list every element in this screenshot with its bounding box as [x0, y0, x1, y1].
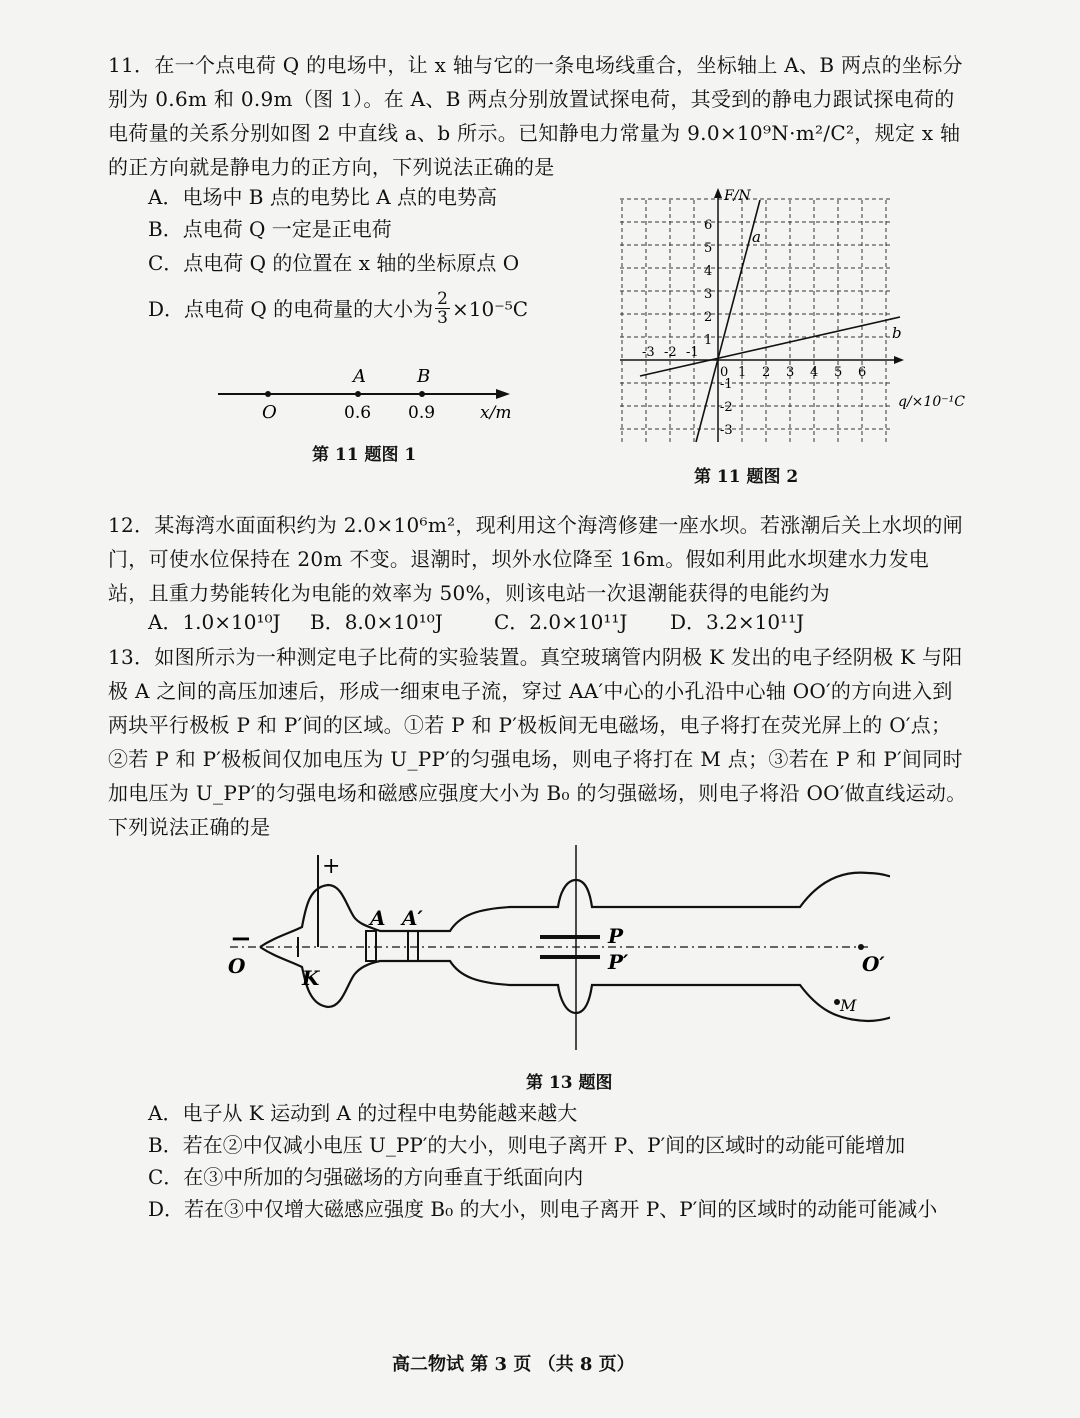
q13-option-b: B．若在②中仅减小电压 U_PP′的大小，则电子离开 P、P′间的区域时的动能可能增加: [148, 1133, 906, 1157]
q11-option-d-suffix: ×10⁻⁵C: [451, 296, 529, 321]
y-tick-4: 4: [704, 264, 713, 279]
q11-option-c: C．点电荷 Q 的位置在 x 轴的坐标原点 O: [148, 251, 520, 275]
point-a: [355, 391, 361, 397]
q13-stem: 13．如图所示为一种测定电子比荷的实验装置。真空玻璃管内阴极 K 发出的电子经阴极 K 与阳极 A 之间的高压加速后，形成一细束电子流，穿过 AA′中心的小孔沿中心轴 OO′的方向进入到两块平行极板 P 和 P′间的区域。①若 P 和 P′极板间无电磁场，电子将打在荧光屏上的 O′点；②若 P 和 P′极板间仅加电压为 U_PP′的匀强电场，则电子将打在 M 点；③若在 P 和 P′间同时加电压为 U_PP′的匀强电场和磁感应强度大小为 B₀ 的匀强磁场，则电子将沿 OO′做直线运动。下列说法正确的是: [108, 645, 967, 839]
line-a-label: a: [752, 228, 761, 246]
label-o-prime: O′: [862, 952, 885, 976]
line-b-label: b: [892, 324, 902, 342]
q11-option-d-prefix: D．点电荷 Q 的电荷量的大小为: [148, 296, 434, 321]
q13-option-d: D．若在③中仅增大磁感应强度 B₀ 的大小，则电子离开 P、P′间的区域时的动能可能减小: [148, 1197, 938, 1221]
q11-option-d-fraction: [435, 290, 450, 327]
f-axis-arrow: [714, 188, 722, 198]
label-o: O: [262, 402, 277, 423]
x-tick-4: 4: [810, 365, 819, 380]
q-axis-label: q/×10⁻¹C: [898, 394, 965, 410]
label-a: A: [370, 906, 386, 930]
minus-sign: −: [230, 924, 252, 954]
label-a: A: [353, 366, 366, 387]
q12-options: [148, 606, 804, 635]
q11-figure-1: [210, 360, 540, 430]
q-axis-arrow: [894, 356, 904, 364]
point-o-prime: [858, 944, 864, 950]
q11-figure-2: [600, 180, 970, 450]
label-m: M: [840, 996, 857, 1015]
y-tick-2: 2: [704, 310, 713, 325]
y-tick-6: 6: [704, 218, 713, 233]
q12-option-a: A．1.0×10¹⁰J: [148, 610, 281, 634]
q13-figure-caption: 第 13 题图: [526, 1073, 613, 1093]
y-tick-neg3: -3: [720, 423, 733, 438]
point-b: [419, 391, 425, 397]
x-axis-arrow: [496, 389, 510, 399]
y-tick-1: 1: [704, 333, 713, 348]
q11-option-a: A．电场中 B 点的电势比 A 点的电势高: [148, 185, 498, 209]
q11-stem: 11．在一个点电荷 Q 的电场中，让 x 轴与它的一条电场线重合，坐标轴上 A、B 两点的坐标分别为 0.6m 和 0.9m（图 1）。在 A、B 两点分别放置试探电荷，其受到的静电力跟试探电荷的电荷量的关系分别如图 2 中直线 a、b 所示。已知静电力常量为 9.0×10⁹N·m²/C²，规定 x 轴的正方向就是静电力的正方向，下列说法正确的是: [108, 53, 963, 179]
y-tick-3: 3: [704, 287, 713, 302]
q11-figure-1-caption: 第 11 题图 1: [312, 445, 417, 465]
y-tick-neg2: -2: [720, 400, 733, 415]
x-tick-neg1: -1: [686, 345, 699, 360]
label-b: B: [417, 366, 431, 387]
y-tick-5: 5: [704, 241, 713, 256]
point-o: [265, 391, 271, 397]
page-footer: 高二物试 第 3 页 （共 8 页）: [392, 1354, 635, 1375]
f-axis-label: F/N: [724, 188, 751, 204]
q13-option-c: C．在③中所加的匀强磁场的方向垂直于纸面向内: [148, 1165, 584, 1189]
y-tick-neg1: -1: [720, 377, 733, 392]
label-p-prime: P′: [608, 950, 629, 974]
q12-option-b: B．8.0×10¹⁰J: [310, 610, 443, 634]
q12-stem: 12．某海湾水面面积约为 2.0×10⁶m²，现利用这个海湾修建一座水坝。若涨潮后关上水坝的闸门，可使水位保持在 20m 不变。退潮时，坝外水位降至 16m。假如利用此水坝建水力发电站，且重力势能转化为电能的效率为 50%，则该电站一次退潮能获得的电能约为: [108, 513, 963, 605]
origin-label: 0: [720, 365, 729, 380]
x-tick-1: 1: [738, 365, 747, 380]
q12-option-c: C．2.0×10¹¹J: [494, 610, 628, 634]
x-tick-6: 6: [858, 365, 867, 380]
label-p: P: [608, 924, 624, 948]
anode-a: [366, 931, 376, 961]
x-tick-5: 5: [834, 365, 843, 380]
fraction-denominator: 3: [437, 308, 448, 328]
q11-option-d: [148, 290, 528, 327]
tick-a: 0.6: [344, 403, 372, 423]
x-tick-neg3: -3: [642, 345, 655, 360]
q11-option-b: B．点电荷 Q 一定是正电荷: [148, 217, 392, 241]
tick-b: 0.9: [408, 403, 436, 423]
x-tick-neg2: -2: [664, 345, 677, 360]
q11-figure-2-caption: 第 11 题图 2: [694, 467, 799, 487]
label-o: O: [228, 954, 246, 978]
anode-a-prime: [408, 931, 418, 961]
label-k: K: [302, 966, 320, 990]
q13-option-a: A．电子从 K 运动到 A 的过程中电势能越来越大: [148, 1101, 578, 1125]
q13-figure: [220, 845, 890, 1055]
tick-labels: [642, 218, 866, 438]
x-tick-2: 2: [762, 365, 771, 380]
fraction-numerator: 2: [437, 289, 448, 309]
axis-label-x: x/m: [480, 403, 512, 423]
q12-option-d: D．3.2×10¹¹J: [670, 610, 805, 634]
x-tick-3: 3: [786, 365, 795, 380]
plus-sign: +: [322, 854, 341, 879]
label-a-prime: A′: [402, 906, 423, 930]
